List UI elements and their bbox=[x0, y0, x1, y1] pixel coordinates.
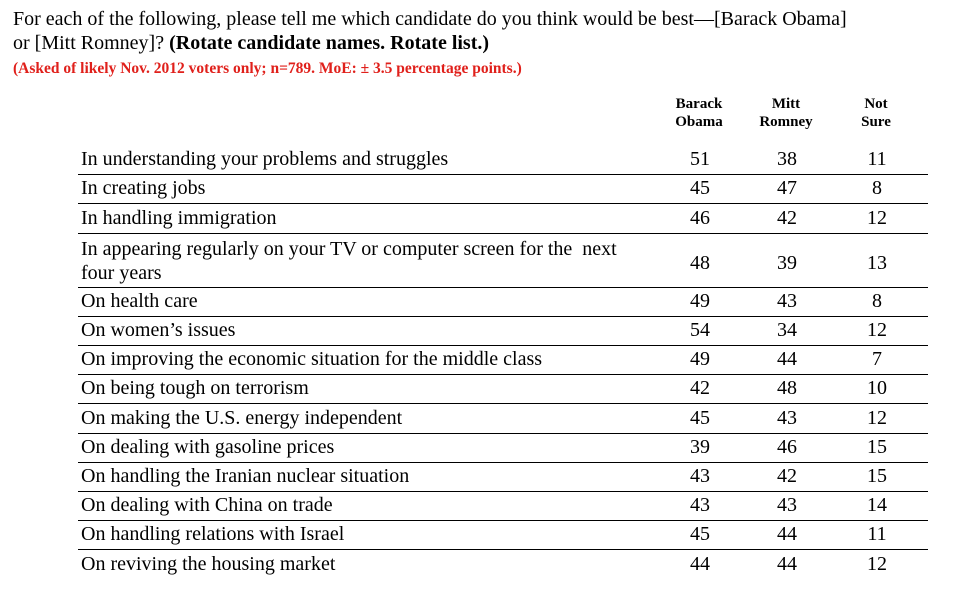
romney-value: 43 bbox=[777, 406, 797, 429]
column-header-romney-line1: Mitt bbox=[771, 96, 801, 112]
not-sure-value: 12 bbox=[867, 318, 887, 341]
table-row bbox=[78, 550, 928, 579]
romney-value: 48 bbox=[777, 377, 797, 400]
results-table bbox=[78, 146, 928, 579]
not-sure-value: 12 bbox=[867, 553, 887, 576]
romney-value: 44 bbox=[777, 523, 797, 546]
row-label: On reviving the housing market bbox=[81, 553, 336, 576]
column-header-not-sure-line1: Not bbox=[864, 96, 888, 112]
obama-value: 48 bbox=[690, 251, 710, 274]
question-text-line-1: For each of the following, please tell me which candidate do you think would be best—[Barack Obama] bbox=[13, 8, 847, 30]
table-row bbox=[78, 146, 928, 175]
row-label: On dealing with gasoline prices bbox=[81, 435, 335, 458]
not-sure-value: 12 bbox=[867, 206, 887, 229]
not-sure-value: 7 bbox=[872, 348, 882, 371]
not-sure-value: 12 bbox=[867, 406, 887, 429]
row-label: On being tough on terrorism bbox=[81, 377, 309, 400]
table-row bbox=[78, 175, 928, 204]
obama-value: 51 bbox=[690, 148, 710, 171]
not-sure-value: 11 bbox=[867, 523, 887, 546]
column-header-not-sure bbox=[831, 95, 921, 131]
obama-value: 42 bbox=[690, 377, 710, 400]
row-label: On women’s issues bbox=[81, 318, 236, 341]
obama-value: 54 bbox=[690, 318, 710, 341]
question-text-line-2 bbox=[13, 32, 489, 54]
row-label: On dealing with China on trade bbox=[81, 494, 333, 517]
table-row bbox=[78, 375, 928, 404]
romney-value: 42 bbox=[777, 464, 797, 487]
romney-value: 47 bbox=[777, 177, 797, 200]
romney-value: 44 bbox=[777, 553, 797, 576]
row-label: In appearing regularly on your TV or computer screen for the next four years bbox=[81, 237, 617, 284]
row-label: In handling immigration bbox=[81, 206, 277, 229]
romney-value: 38 bbox=[777, 148, 797, 171]
column-header-obama bbox=[654, 95, 744, 131]
obama-value: 45 bbox=[690, 523, 710, 546]
not-sure-value: 10 bbox=[867, 377, 887, 400]
row-label: In creating jobs bbox=[81, 177, 206, 200]
not-sure-value: 11 bbox=[867, 148, 887, 171]
row-label: On making the U.S. energy independent bbox=[81, 406, 403, 429]
obama-value: 43 bbox=[690, 464, 710, 487]
row-label: On handling relations with Israel bbox=[81, 523, 345, 546]
not-sure-value: 13 bbox=[867, 251, 887, 274]
table-row bbox=[78, 317, 928, 346]
table-row bbox=[78, 234, 928, 288]
obama-value: 45 bbox=[690, 406, 710, 429]
obama-value: 49 bbox=[690, 289, 710, 312]
table-row bbox=[78, 492, 928, 521]
obama-value: 43 bbox=[690, 494, 710, 517]
question-candidates: or [Mitt Romney]? bbox=[13, 32, 170, 54]
row-label: In understanding your problems and struggles bbox=[81, 148, 449, 171]
romney-value: 34 bbox=[777, 318, 797, 341]
obama-value: 39 bbox=[690, 435, 710, 458]
obama-value: 46 bbox=[690, 206, 710, 229]
row-label: On health care bbox=[81, 289, 198, 312]
not-sure-value: 15 bbox=[867, 464, 887, 487]
table-row bbox=[78, 346, 928, 375]
row-label: On improving the economic situation for the middle class bbox=[81, 348, 543, 371]
question-instruction: (Rotate candidate names. Rotate list.) bbox=[169, 32, 490, 54]
column-header-obama-line1: Barack bbox=[675, 96, 723, 112]
not-sure-value: 14 bbox=[867, 494, 887, 517]
romney-value: 43 bbox=[777, 494, 797, 517]
table-row bbox=[78, 521, 928, 550]
table-row bbox=[78, 288, 928, 317]
not-sure-value: 15 bbox=[867, 435, 887, 458]
table-row bbox=[78, 404, 928, 433]
column-header-romney-line2: Romney bbox=[759, 114, 813, 130]
romney-value: 44 bbox=[777, 348, 797, 371]
obama-value: 44 bbox=[690, 553, 710, 576]
not-sure-value: 8 bbox=[872, 289, 882, 312]
column-header-obama-line2: Obama bbox=[675, 114, 723, 130]
column-header-romney bbox=[741, 95, 831, 131]
romney-value: 42 bbox=[777, 206, 797, 229]
table-row bbox=[78, 463, 928, 492]
obama-value: 45 bbox=[690, 177, 710, 200]
romney-value: 43 bbox=[777, 289, 797, 312]
row-label: On handling the Iranian nuclear situation bbox=[81, 464, 410, 487]
column-header-not-sure-line2: Sure bbox=[861, 114, 891, 130]
romney-value: 46 bbox=[777, 435, 797, 458]
romney-value: 39 bbox=[777, 251, 797, 274]
obama-value: 49 bbox=[690, 348, 710, 371]
table-row bbox=[78, 434, 928, 463]
table-row bbox=[78, 204, 928, 233]
sample-note: (Asked of likely Nov. 2012 voters only; n=789. MoE: ± 3.5 percentage points.) bbox=[13, 60, 522, 77]
not-sure-value: 8 bbox=[872, 177, 882, 200]
